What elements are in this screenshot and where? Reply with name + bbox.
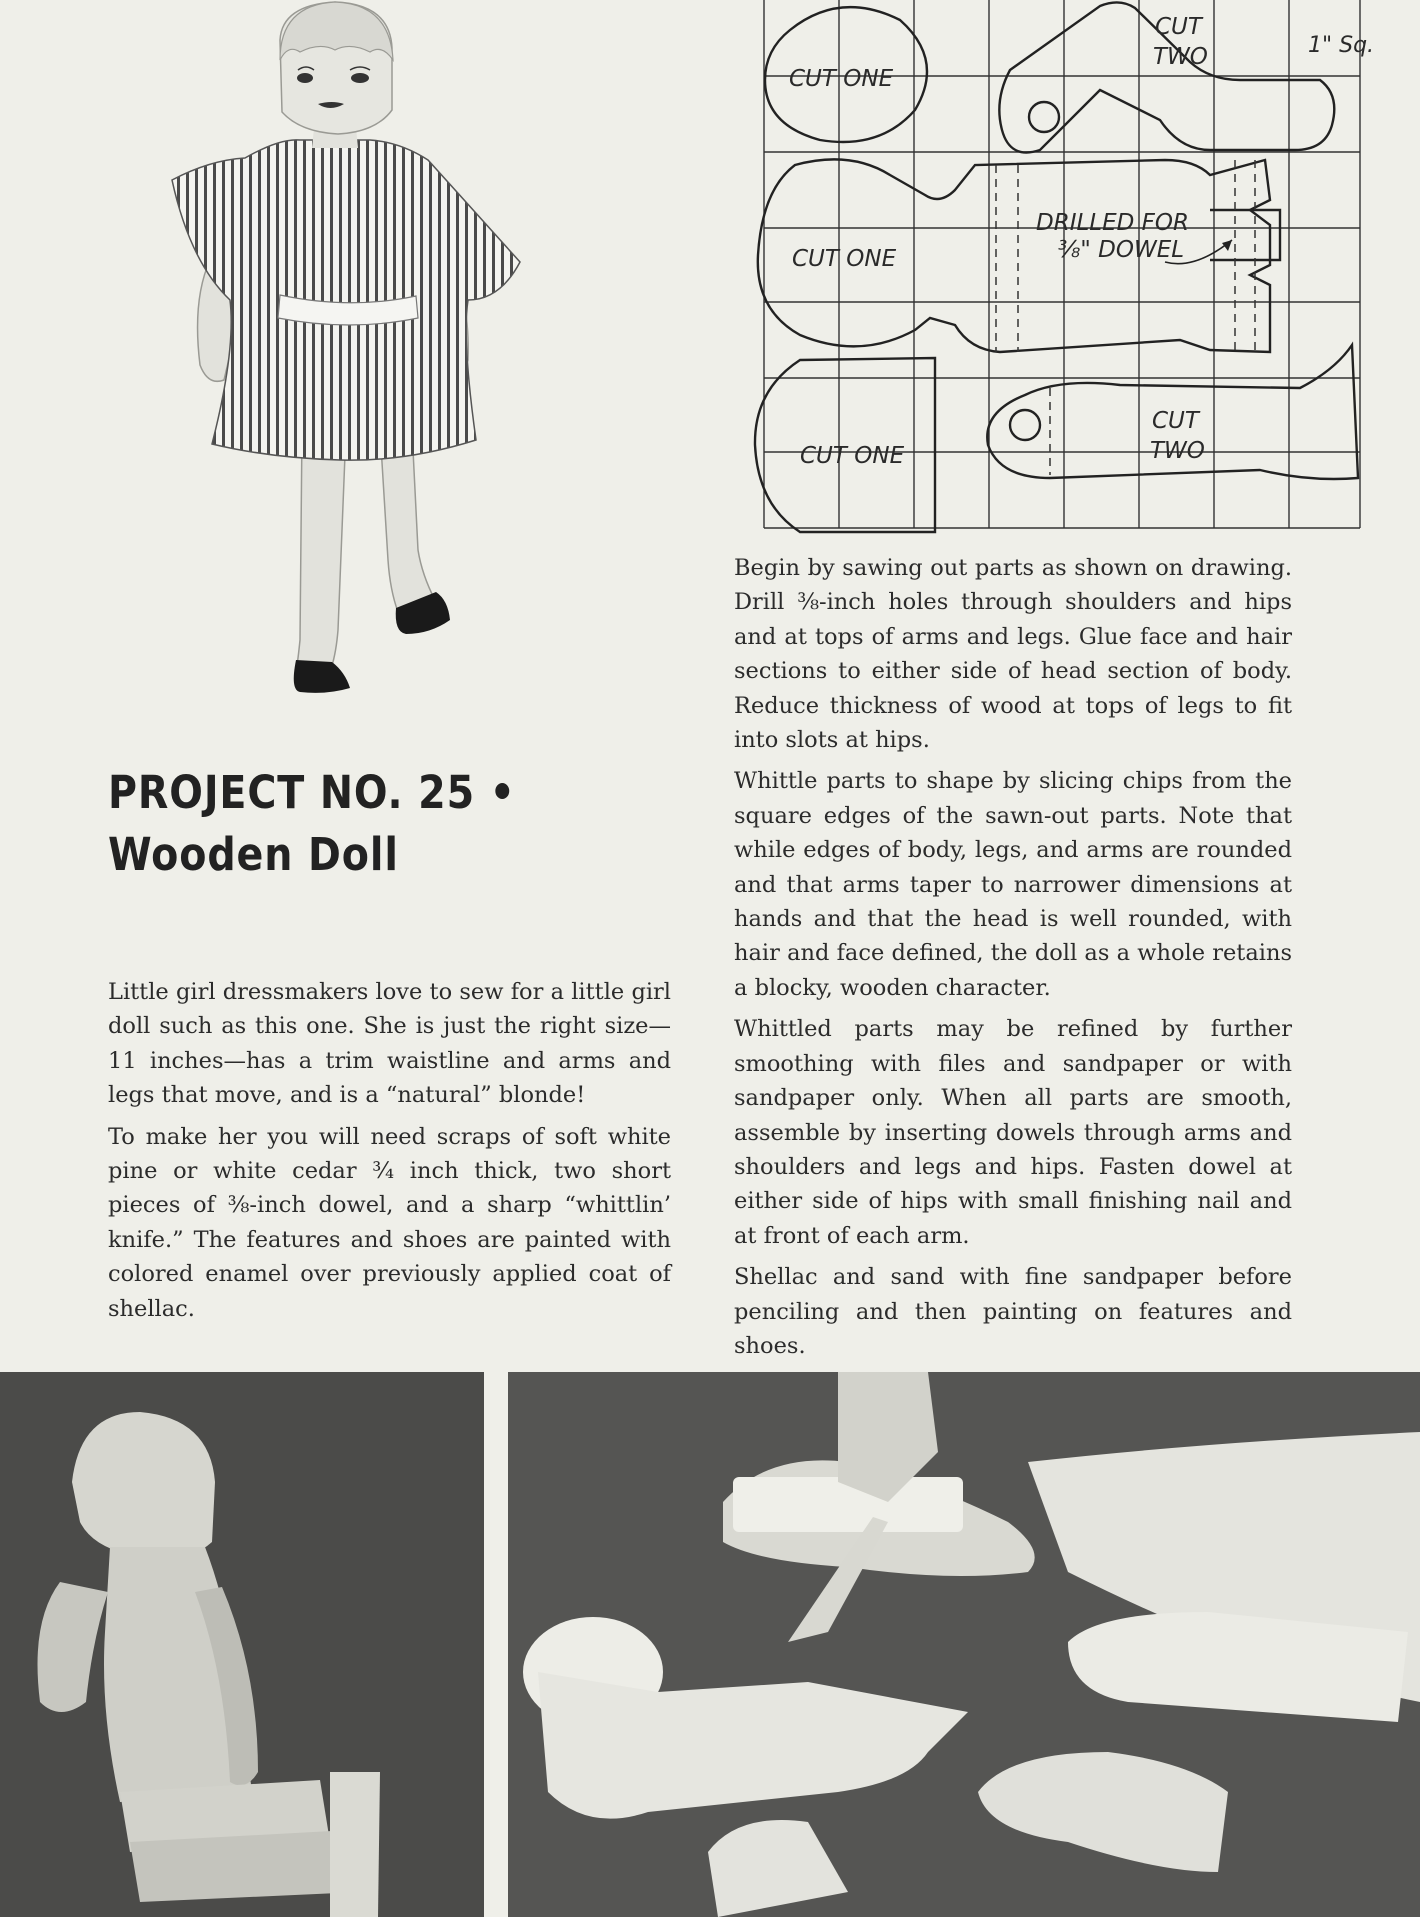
right-paragraph-3: Whittled parts may be refined by further smoothing with files and sandpaper or with sandpaper only. When all parts are smooth, assemble by inserting dowels through arms and shoulders and legs and hips. Fasten dowel at either side of hips with small finishing nail and at front of each arm. [734,1016,1292,1249]
label-cut-one-2: CUT ONE [792,246,897,272]
label-cut-one-1: CUT ONE [789,66,894,92]
label-cut-one-3: CUT ONE [800,443,905,469]
doll-photo [150,0,530,720]
left-paragraph-1: Little girl dressmakers love to sew for a little girl doll such as this one. She is just the right size—11 inches—has a trim waistline and arms and legs that move, and is a “natural” blonde! [108,979,671,1109]
assembled-doll-photo [0,1372,484,1917]
label-cut-two-2b: TWO [1150,438,1205,464]
right-paragraph-1: Begin by sawing out parts as shown on drawing. Drill ⅜-inch holes through shoulders and hips and at tops of arms and legs. Glue face and hair sections to either side of head section of body. Reduce thickness of wood at tops of legs to fit into slots at hips. [734,555,1292,754]
label-cut-two-2a: CUT [1152,408,1199,434]
right-column [734,551,1292,1370]
left-column [108,975,671,1333]
right-paragraph-2: Whittle parts to shape by slicing chips from the square edges of the sawn-out parts. Note that while edges of body, legs, and arms are rounded and that arms taper to narrower dimensions at hands and that the head is well rounded, with hair and face defined, the doll as a whole retains a blocky, wooden character. [734,768,1292,1001]
right-paragraph-4: Shellac and sand with fine sandpaper before penciling and then painting on features and shoes. [734,1264,1292,1359]
whittling-photo [508,1372,1420,1917]
title-line-1: PROJECT NO. 25 • [108,766,516,819]
label-drilled-a: DRILLED FOR [1036,210,1189,236]
scale-label: 1" Sq. [1308,33,1375,58]
title-line-2: Wooden Doll [108,828,399,881]
project-title [108,762,601,886]
label-drilled-b: ⅜" DOWEL [1058,237,1185,263]
left-paragraph-2: To make her you will need scraps of soft white pine or white cedar ¾ inch thick, two short pieces of ⅜-inch dowel, and a sharp “whittlin’ knife.” The features and shoes are painted with colored enamel over previously applied coat of shellac. [108,1123,671,1322]
label-cut-two-1a: CUT [1155,14,1202,40]
label-cut-two-1b: TWO [1153,44,1208,70]
pattern-diagram [740,0,1375,535]
